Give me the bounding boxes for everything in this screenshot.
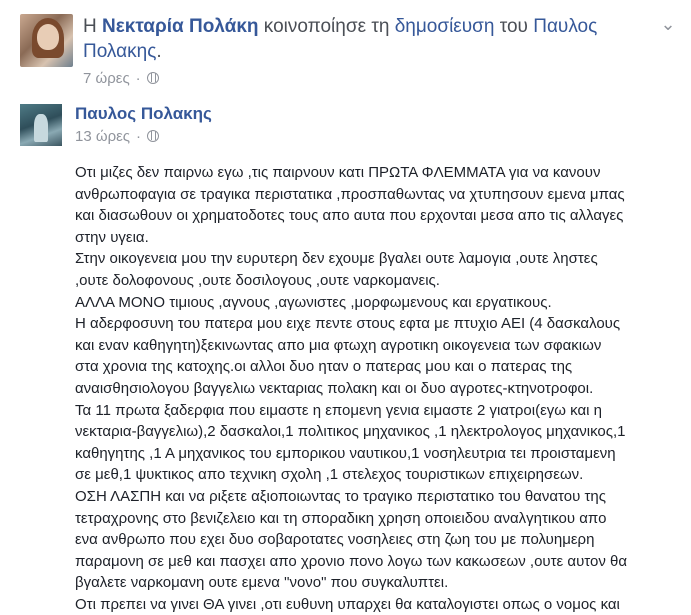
post-line: ΑΛΛΑ ΜΟΝΟ τιμιους ,αγνους ,αγωνιστες ,μορφωμενους και εργατικους. [75,293,552,311]
post-line: Η αδερφοσυνη του πατερα μου ειχε πεντε στους εφτα με πτυχιο ΑΕΙ (4 δασκαλους [75,315,621,333]
post-line: στην υγεια. [75,228,149,246]
separator-dot: · [136,128,142,145]
post-line: βγαλετε ναρκομανη ουτε εμενα "νονο" που συγκαλυπτει. [75,574,449,592]
post-line: ΟΣΗ ΛΑΣΠΗ και να ριξετε αξιοποιωντας το τραγικο περιστατικο του θανατου της [75,487,606,505]
post-line: τετραχρονης στο βενιζελειο και τη σποραδικη χρηση οποιειδου αναλγητικου απο [75,509,607,527]
avatar-face [37,24,59,50]
sharer-avatar[interactable] [20,14,73,67]
post-line: και διασωθουν οι χρηματοδοτες τους απο αυτα που ερχονται μεσα απο τις αλλαγες [75,207,624,225]
post-meta [75,128,159,145]
globe-icon[interactable] [147,72,159,84]
separator-dot: · [135,70,141,87]
post-line: Οτι μιζες δεν παιρνω εγω ,τις παιρνουν κατι ΠΡΩΤΑ ΦΛΕΜΜΑΤΑ για να κανουν [75,164,601,181]
post-line: ενα ανθρωπο που εχει δυο σοβαροτατες νοσηλειες στη ζωη του με πολυημερη [75,531,595,549]
share-meta [83,70,159,87]
share-suffix: . [156,41,162,62]
post-line: στα χρονια της κατοχης.οι αλλοι δυο ηταν ο πατερας μου και ο πατερας της [75,358,573,376]
post-line: παραμονη σε μεθ και πασχει απο χρονιο πονο λογω των κακωσεων ,ουτε αυτον θα [75,552,628,570]
author-avatar[interactable] [20,104,62,146]
post-line: και εναν καθηγητη)ξεκινωντας απο μια φτωχη αγροτικη οικογενεια των σφακιων [75,336,602,354]
share-timestamp[interactable]: 7 ώρες [83,70,130,87]
post-line: νεκταρια-βαγγελιω),2 δασκαλοι,1 πολιτικος μηχανικος ,1 ηλεκτρολογος μηχανικος,1 [75,423,626,441]
share-prefix: Η [83,16,97,37]
chevron-down-icon[interactable]: ⌄ [660,14,676,34]
post-line: Στην οικογενεια μου την ευρυτερη δεν εχουμε βγαλει ουτε λαμογια ,ουτε ληστες [75,250,598,268]
post-line: καθηγητης ,1 Α μηχανικος του εμπορικου ναυτικου,1 νοσηλευτρια τει προισταμενη [75,444,616,462]
owner-name-link[interactable]: Παυλος Πολακης [83,16,598,62]
sharer-name-link[interactable]: Νεκταρία Πολάκη [102,16,259,37]
post-timestamp[interactable]: 13 ώρες [75,128,131,145]
post-line: αναισθησιολογου βαγγελιω νεκταριας πολακη και οι δυο αγροτες-κτηνοτροφοι. [75,379,594,397]
post-line: ανθρωποφαγια σε τραγικα περιστατικα ,προσπαθωντας να χτυπησουν εμενα μπας [75,185,625,203]
post-line: Οτι πρεπει να γινει ΘΑ γινει ,οτι ευθυνη υπαρχει θα καταλογιστει οπως ο νομος και [75,595,620,613]
share-story-text [83,14,643,64]
globe-icon[interactable] [147,130,159,142]
share-verb: κοινοποίησε τη [263,16,390,37]
post-line: ,ουτε δολοφονους ,ουτε δοσιλογους ,ουτε ναρκομανεις. [75,271,440,289]
post-body [75,162,675,615]
post-line: Τα 11 πρωτα ξαδερφια που ειμαστε η επομενη γενια ειμαστε 2 γιατροι(εγω και η [75,401,602,419]
share-of: του [499,16,528,37]
post-link[interactable]: δημοσίευση [394,16,495,37]
avatar-figure [34,114,48,142]
post-author-link[interactable]: Παυλος Πολακης [75,104,212,123]
post-line: σε μεθ,1 ψυκτικος απο τεχνικη σχολη ,1 στελεχος τουριστικων επιχειρησεων. [75,466,584,484]
